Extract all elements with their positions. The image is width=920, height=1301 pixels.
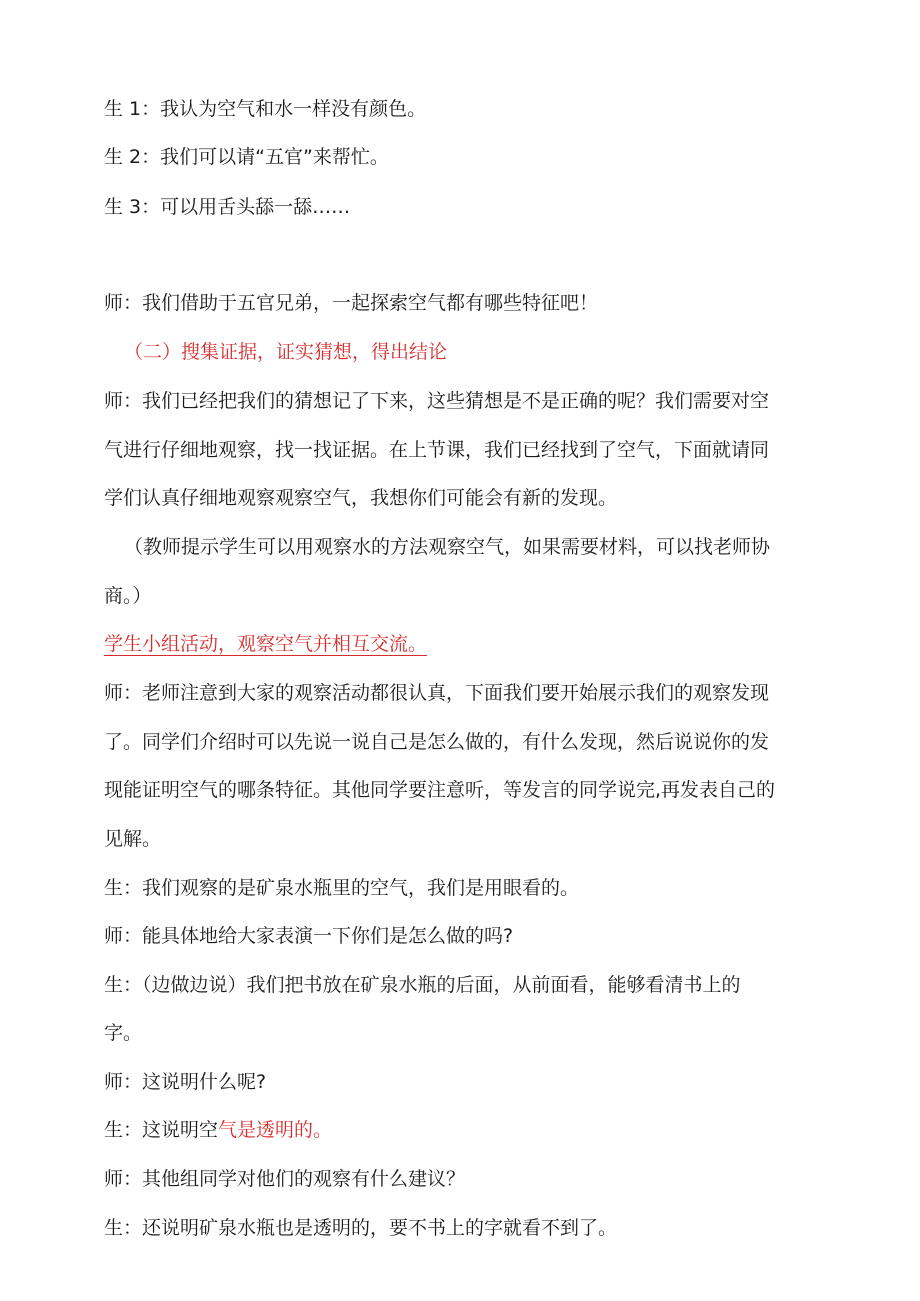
teacher-suggestion-line: 师：其他组同学对他们的观察有什么建议？ (104, 1168, 466, 1190)
teacher-paragraph-line-3: 学们认真仔细地观察观察空气，我想你们可能会有新的发现。 (104, 487, 618, 509)
student-observation-line: 生：我们观察的是矿泉水瓶里的空气，我们是用眼看的。 (104, 877, 580, 899)
teacher-paragraph2-line-1: 师：老师注意到大家的观察活动都很认真，下面我们要开始展示我们的观察发现 (104, 682, 770, 704)
teacher-question-line: 师：能具体地给大家表演一下你们是怎么做的吗? (104, 925, 514, 947)
student-transparent-prefix: 生：这说明空 (104, 1119, 219, 1141)
teacher-paragraph-line-2: 气进行仔细地观察，找一找证据。在上节课，我们已经找到了空气，下面就请同 (104, 439, 770, 461)
teacher-paragraph-line-1: 师：我们已经把我们的猜想记了下来，这些猜想是不是正确的呢？我们需要对空 (104, 390, 770, 412)
student-demo-line-1: 生：（边做边说）我们把书放在矿泉水瓶的后面，从前面看，能够看清书上的 (104, 974, 741, 996)
student-bottle-line: 生：还说明矿泉水瓶也是透明的，要不书上的字就看不到了。 (104, 1217, 618, 1239)
student-2-line: 生 2：我们可以请“五官”来帮忙。 (104, 146, 389, 168)
group-activity-line: 学生小组活动，观察空气并相互交流。 (104, 633, 428, 655)
teacher-paragraph2-line-4: 见解。 (104, 828, 162, 850)
teacher-line-explore: 师：我们借助于五官兄弟，一起探索空气都有哪些特征吧！ (104, 292, 599, 314)
teacher-note-line-1: （教师提示学生可以用观察水的方法观察空气，如果需要材料，可以找老师协 (124, 536, 771, 558)
student-3-line: 生 3：可以用舌头舔一舔…… (104, 196, 351, 218)
student-1-line: 生 1：我认为空气和水一样没有颜色。 (104, 98, 427, 120)
teacher-paragraph2-line-2: 了。同学们介绍时可以先说一说自己是怎么做的，有什么发现，然后说说你的发 (104, 731, 770, 753)
transparent-highlight: 气是透明的。 (218, 1119, 333, 1141)
teacher-what-line: 师：这说明什么呢? (104, 1071, 267, 1093)
teacher-paragraph2-line-3: 现能证明空气的哪条特征。其他同学要注意听，等发言的同学说完,再发表自己的 (104, 779, 776, 801)
teacher-note-line-2: 商。） (104, 585, 152, 607)
student-demo-line-2: 字。 (104, 1022, 143, 1044)
student-transparent-line (104, 1118, 332, 1142)
section-heading: （二）搜集证据，证实猜想，得出结论 (124, 341, 448, 363)
